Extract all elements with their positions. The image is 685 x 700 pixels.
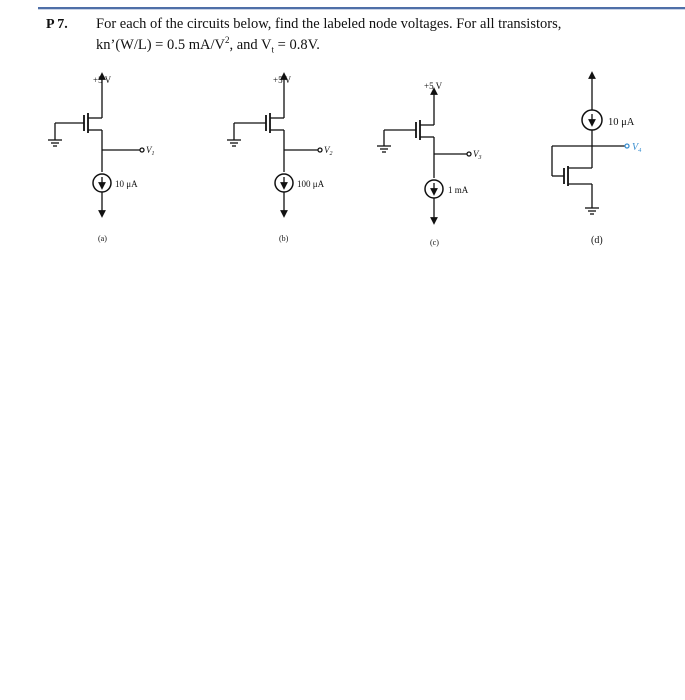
circuit-d [552,75,642,246]
circuit-d-caption: (d) [591,235,603,246]
circuit-b-node-label: $V_2$ [324,145,333,157]
problem-number: P 7. [46,17,68,32]
problem-kn-text: kn’(W/L) = 0.5 mA/V [96,36,225,53]
circuit-c-node-terminal [467,152,471,156]
circuit-d-current-label: 10 μA [608,117,635,128]
problem-and-vt: , and V [229,36,272,53]
circuit-b-node-terminal [318,148,322,152]
problem-statement-line-1: For each of the circuits below, find the labeled node voltages. For all transistors, [96,16,562,32]
circuit-c-node-label: $V_3$ [473,149,482,161]
circuit-a-current-label: 10 μA [115,179,138,189]
circuit-c-current-label: 1 mA [448,185,469,195]
circuit-a-node-terminal [140,148,144,152]
circuit-b-current-label: 100 μA [297,179,325,189]
circuit-c-supply-label: +5 V [424,81,443,91]
circuit-d-node-terminal [625,144,629,148]
problem-vt-subscript: t [271,44,275,55]
circuit-a-node-label: $V_1$ [146,145,155,157]
circuit-c-caption: (c) [430,238,439,247]
circuit-a [48,75,155,243]
circuit-b-ground-icon [227,140,241,146]
circuit-d-ground-icon [585,208,599,214]
circuit-a-ground-icon [48,140,62,146]
problem-vt-value: = 0.8V. [274,36,320,53]
circuit-d-node-label: $V_4$ [632,142,642,154]
circuit-c-ground-icon [377,146,391,152]
circuit-b-supply-label: +5 V [273,75,292,85]
problem-kn-exponent: 2 [225,35,230,45]
circuit-b-caption: (b) [279,234,289,243]
circuit-c [377,81,482,247]
circuit-b [227,75,333,243]
circuit-a-supply-label: +5 V [93,75,112,85]
circuit-a-caption: (a) [98,234,107,243]
